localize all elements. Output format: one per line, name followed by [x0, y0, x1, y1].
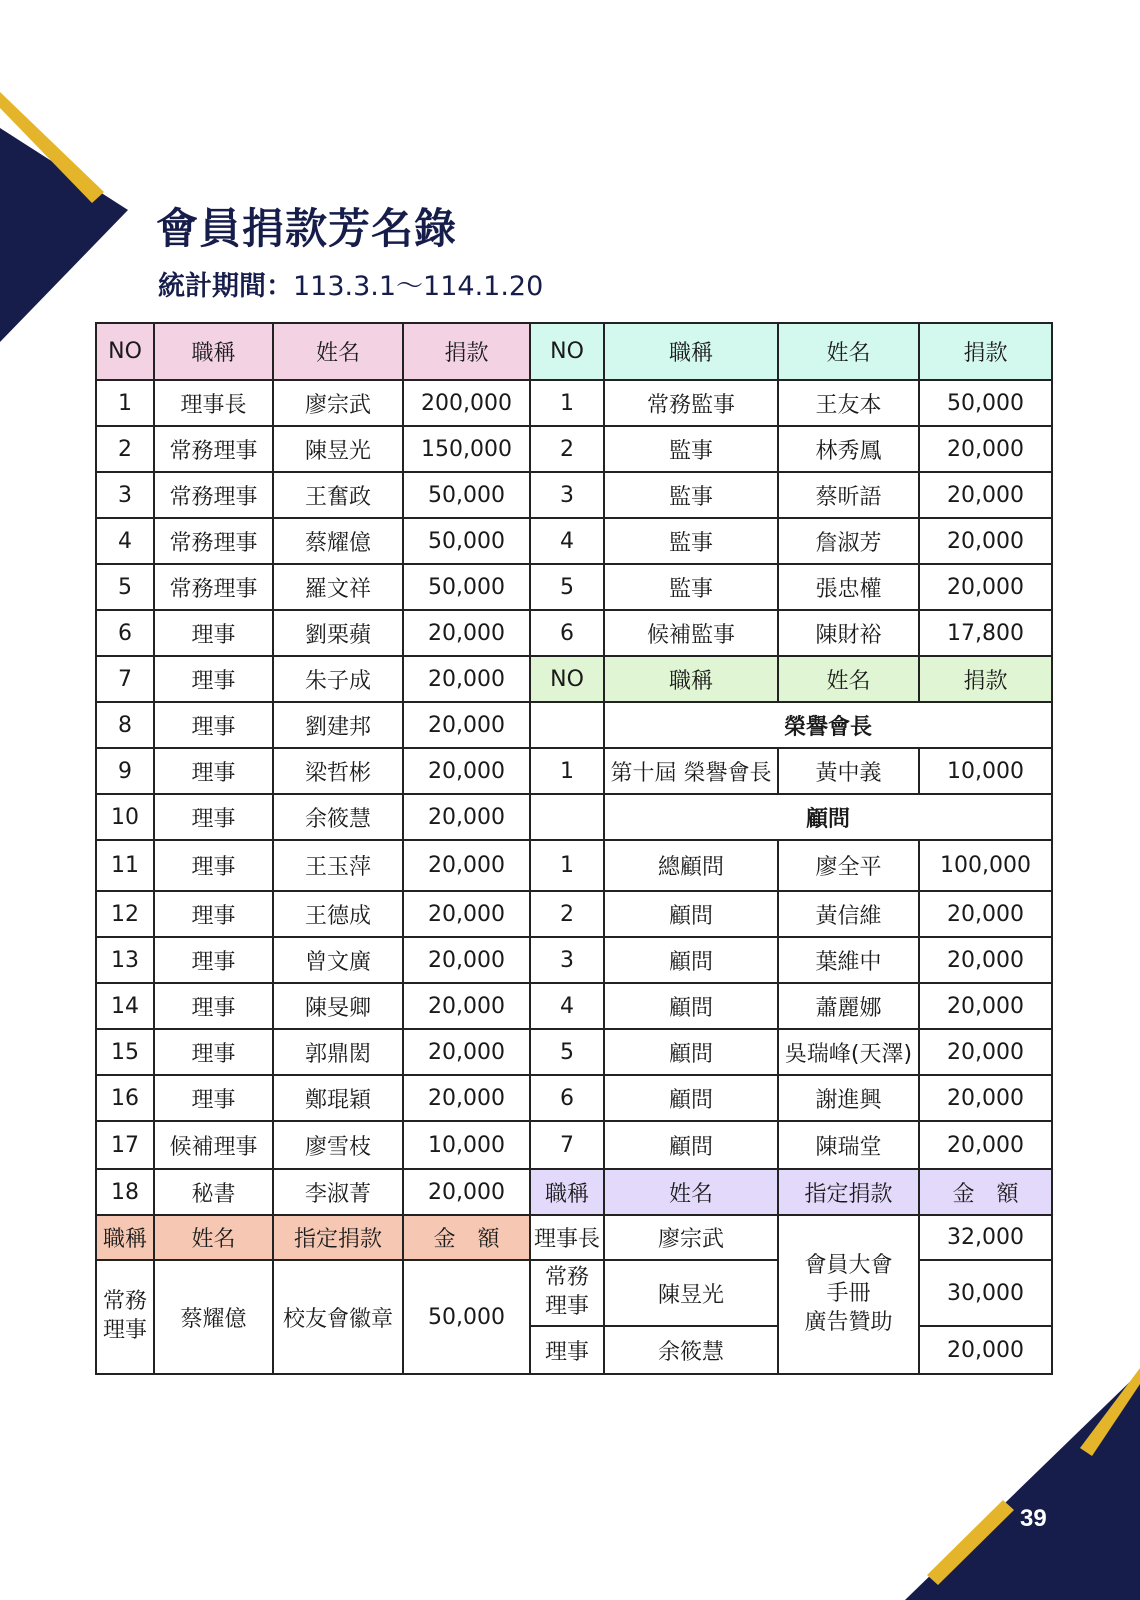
left-header-title: 職稱 [154, 323, 273, 380]
advisor-cell-donation: 20,000 [919, 937, 1052, 983]
advisor-cell-no: 3 [530, 937, 604, 983]
table-row [96, 323, 1052, 380]
supervisor-header-title: 職稱 [604, 323, 778, 380]
honorary-cell-title: 第十屆 榮譽會長 [604, 748, 778, 794]
designated-left-header-name: 指定捐款 [273, 1215, 403, 1260]
cell-line: 常務 [102, 1289, 147, 1315]
supervisor-cell-donation: 20,000 [919, 518, 1052, 564]
advisor-cell-title: 顧問 [604, 1029, 778, 1075]
advisors-section-title: 顧問 [604, 794, 1052, 840]
left-cell-donation: 150,000 [403, 426, 530, 472]
advisor-cell-name: 吳瑞峰(天澤) [778, 1029, 919, 1075]
designated-left-title [96, 1260, 154, 1374]
left-cell-name: 羅文祥 [273, 564, 403, 610]
statistics-period [158, 264, 543, 303]
supervisor-cell-name: 詹淑芳 [778, 518, 919, 564]
period-value: 113.3.1～114.1.20 [293, 271, 544, 302]
designated-right-amount: 32,000 [919, 1215, 1052, 1260]
donation-roster-table [95, 322, 1053, 1375]
left-cell-name: 廖雪枝 [273, 1121, 403, 1169]
supervisor-cell-donation: 50,000 [919, 380, 1052, 426]
left-cell-title: 理事 [154, 794, 273, 840]
honorary-section-title: 榮譽會長 [604, 702, 1052, 748]
left-cell-name: 王德成 [273, 891, 403, 937]
left-cell-donation: 50,000 [403, 564, 530, 610]
advisor-cell-no: 5 [530, 1029, 604, 1075]
supervisor-cell-donation: 20,000 [919, 564, 1052, 610]
table-row [96, 1169, 1052, 1215]
supervisor-cell-name: 陳財裕 [778, 610, 919, 656]
left-cell-donation: 50,000 [403, 518, 530, 564]
left-cell-no: 18 [96, 1169, 154, 1215]
honorary-cell-no: 1 [530, 748, 604, 794]
honorary-header-no: NO [530, 656, 604, 702]
supervisor-header-name: 姓名 [778, 323, 919, 380]
left-cell-no: 3 [96, 472, 154, 518]
designated-right-header-donation: 金 額 [919, 1169, 1052, 1215]
designated-right-title [530, 1260, 604, 1326]
empty-cell [530, 702, 604, 748]
designated-right-name: 陳昱光 [604, 1260, 778, 1326]
left-cell-donation: 20,000 [403, 748, 530, 794]
advisor-cell-name: 蕭麗娜 [778, 983, 919, 1029]
left-cell-name: 郭鼎閎 [273, 1029, 403, 1075]
left-cell-no: 2 [96, 426, 154, 472]
designated-right-header-title: 姓名 [604, 1169, 778, 1215]
page-title: 會員捐款芳名錄 [156, 204, 458, 253]
left-cell-title: 常務理事 [154, 426, 273, 472]
left-header-donation: 捐款 [403, 323, 530, 380]
left-cell-title: 理事 [154, 702, 273, 748]
table-row [96, 891, 1052, 937]
designated-right-title: 理事 [530, 1326, 604, 1374]
left-cell-name: 劉栗蘋 [273, 610, 403, 656]
cell-line: 廣告贊助 [804, 1309, 893, 1335]
period-label: 統計期間： [158, 271, 293, 302]
table-row [96, 1121, 1052, 1169]
left-cell-no: 8 [96, 702, 154, 748]
designated-right-header-name: 指定捐款 [778, 1169, 919, 1215]
designated-left-amount: 50,000 [403, 1260, 530, 1374]
supervisor-cell-no: 2 [530, 426, 604, 472]
designated-right-header-no: 職稱 [530, 1169, 604, 1215]
left-cell-name: 梁哲彬 [273, 748, 403, 794]
supervisor-cell-title: 監事 [604, 472, 778, 518]
left-cell-name: 王奮政 [273, 472, 403, 518]
left-cell-no: 12 [96, 891, 154, 937]
advisor-cell-title: 顧問 [604, 983, 778, 1029]
left-cell-donation: 20,000 [403, 1029, 530, 1075]
advisor-cell-title: 顧問 [604, 891, 778, 937]
advisor-cell-donation: 20,000 [919, 1121, 1052, 1169]
designated-right-amount: 20,000 [919, 1326, 1052, 1374]
supervisor-cell-no: 6 [530, 610, 604, 656]
supervisor-header-donation: 捐款 [919, 323, 1052, 380]
left-cell-title: 候補理事 [154, 1121, 273, 1169]
designated-right-amount: 30,000 [919, 1260, 1052, 1326]
cell-line: 理事 [102, 1318, 147, 1343]
supervisor-cell-title: 候補監事 [604, 610, 778, 656]
left-cell-donation: 20,000 [403, 610, 530, 656]
cell-line: 理事 [544, 1294, 589, 1319]
advisor-cell-donation: 20,000 [919, 983, 1052, 1029]
empty-cell [530, 794, 604, 840]
honorary-header-donation: 捐款 [919, 656, 1052, 702]
left-cell-title: 理事 [154, 1029, 273, 1075]
supervisor-cell-no: 5 [530, 564, 604, 610]
designated-left-header-title: 姓名 [154, 1215, 273, 1260]
left-cell-title: 理事 [154, 610, 273, 656]
left-cell-title: 常務理事 [154, 564, 273, 610]
supervisor-cell-donation: 17,800 [919, 610, 1052, 656]
left-cell-donation: 20,000 [403, 891, 530, 937]
left-header-no: NO [96, 323, 154, 380]
left-cell-no: 10 [96, 794, 154, 840]
left-cell-donation: 20,000 [403, 794, 530, 840]
left-cell-name: 鄭琨穎 [273, 1075, 403, 1121]
supervisor-cell-donation: 20,000 [919, 426, 1052, 472]
table-row [96, 983, 1052, 1029]
table-row [96, 564, 1052, 610]
cell-line: 會員大會 [804, 1252, 893, 1278]
advisor-cell-title: 總顧問 [604, 840, 778, 891]
supervisor-cell-name: 王友本 [778, 380, 919, 426]
left-cell-title: 理事 [154, 983, 273, 1029]
left-cell-name: 陳旻卿 [273, 983, 403, 1029]
honorary-cell-donation: 10,000 [919, 748, 1052, 794]
left-cell-no: 1 [96, 380, 154, 426]
advisor-cell-name: 葉維中 [778, 937, 919, 983]
supervisor-cell-title: 常務監事 [604, 380, 778, 426]
left-cell-donation: 50,000 [403, 472, 530, 518]
table-row [96, 840, 1052, 891]
left-cell-name: 劉建邦 [273, 702, 403, 748]
left-cell-no: 9 [96, 748, 154, 794]
supervisor-cell-no: 1 [530, 380, 604, 426]
advisor-cell-title: 顧問 [604, 1075, 778, 1121]
table-row [96, 656, 1052, 702]
left-cell-title: 理事 [154, 937, 273, 983]
designated-right-title: 理事長 [530, 1215, 604, 1260]
left-cell-donation: 20,000 [403, 840, 530, 891]
left-cell-title: 理事 [154, 748, 273, 794]
table-row [96, 426, 1052, 472]
left-cell-no: 7 [96, 656, 154, 702]
left-cell-title: 理事長 [154, 380, 273, 426]
designated-right-name: 廖宗武 [604, 1215, 778, 1260]
left-cell-title: 常務理事 [154, 518, 273, 564]
designated-left-header-no: 職稱 [96, 1215, 154, 1260]
supervisor-cell-donation: 20,000 [919, 472, 1052, 518]
left-header-name: 姓名 [273, 323, 403, 380]
advisor-cell-donation: 20,000 [919, 1029, 1052, 1075]
left-cell-no: 17 [96, 1121, 154, 1169]
left-cell-donation: 10,000 [403, 1121, 530, 1169]
roster-body [96, 323, 1052, 1374]
left-cell-no: 5 [96, 564, 154, 610]
honorary-cell-name: 黃中義 [778, 748, 919, 794]
table-row [96, 472, 1052, 518]
advisor-cell-no: 6 [530, 1075, 604, 1121]
left-cell-donation: 20,000 [403, 702, 530, 748]
cell-line: 常務 [544, 1265, 589, 1291]
supervisor-cell-title: 監事 [604, 564, 778, 610]
advisor-cell-no: 2 [530, 891, 604, 937]
left-cell-no: 15 [96, 1029, 154, 1075]
left-cell-name: 蔡耀億 [273, 518, 403, 564]
table-row [96, 1029, 1052, 1075]
left-cell-name: 王玉萍 [273, 840, 403, 891]
advisor-cell-donation: 100,000 [919, 840, 1052, 891]
left-cell-title: 理事 [154, 656, 273, 702]
advisor-cell-name: 謝進興 [778, 1075, 919, 1121]
supervisor-cell-name: 林秀鳳 [778, 426, 919, 472]
honorary-header-name: 姓名 [778, 656, 919, 702]
designated-right-name: 余筱慧 [604, 1326, 778, 1374]
table-row [96, 610, 1052, 656]
left-cell-donation: 200,000 [403, 380, 530, 426]
advisor-cell-no: 1 [530, 840, 604, 891]
left-cell-title: 常務理事 [154, 472, 273, 518]
designated-left-purpose: 校友會徽章 [273, 1260, 403, 1374]
table-row [96, 794, 1052, 840]
left-cell-no: 4 [96, 518, 154, 564]
page-number: 39 [1020, 1505, 1047, 1532]
left-cell-title: 秘書 [154, 1169, 273, 1215]
advisor-cell-no: 7 [530, 1121, 604, 1169]
left-cell-no: 11 [96, 840, 154, 891]
advisor-cell-title: 顧問 [604, 1121, 778, 1169]
table-row [96, 937, 1052, 983]
left-cell-name: 陳昱光 [273, 426, 403, 472]
advisor-cell-donation: 20,000 [919, 891, 1052, 937]
left-cell-donation: 20,000 [403, 1169, 530, 1215]
left-cell-name: 余筱慧 [273, 794, 403, 840]
advisor-cell-name: 黃信維 [778, 891, 919, 937]
supervisor-cell-title: 監事 [604, 518, 778, 564]
left-cell-donation: 20,000 [403, 983, 530, 1029]
supervisor-cell-name: 蔡昕語 [778, 472, 919, 518]
left-cell-no: 13 [96, 937, 154, 983]
table-row [96, 1215, 1052, 1260]
supervisor-cell-title: 監事 [604, 426, 778, 472]
table-row [96, 702, 1052, 748]
supervisor-cell-name: 張忠權 [778, 564, 919, 610]
left-cell-name: 曾文廣 [273, 937, 403, 983]
table-row [96, 1075, 1052, 1121]
advisor-cell-title: 顧問 [604, 937, 778, 983]
left-cell-no: 6 [96, 610, 154, 656]
left-cell-name: 朱子成 [273, 656, 403, 702]
left-cell-no: 14 [96, 983, 154, 1029]
supervisor-cell-no: 3 [530, 472, 604, 518]
left-cell-donation: 20,000 [403, 656, 530, 702]
designated-right-purpose [778, 1215, 919, 1374]
designated-left-name: 蔡耀億 [154, 1260, 273, 1374]
advisor-cell-name: 廖全平 [778, 840, 919, 891]
cell-line: 手冊 [826, 1281, 871, 1307]
supervisor-cell-no: 4 [530, 518, 604, 564]
left-cell-no: 16 [96, 1075, 154, 1121]
advisor-cell-name: 陳瑞堂 [778, 1121, 919, 1169]
left-cell-donation: 20,000 [403, 1075, 530, 1121]
advisor-cell-donation: 20,000 [919, 1075, 1052, 1121]
table-row [96, 748, 1052, 794]
left-cell-title: 理事 [154, 840, 273, 891]
table-row [96, 380, 1052, 426]
honorary-header-title: 職稱 [604, 656, 778, 702]
left-cell-name: 廖宗武 [273, 380, 403, 426]
left-cell-name: 李淑菁 [273, 1169, 403, 1215]
left-cell-donation: 20,000 [403, 937, 530, 983]
designated-left-header-donation: 金 額 [403, 1215, 530, 1260]
table-row [96, 518, 1052, 564]
left-cell-title: 理事 [154, 1075, 273, 1121]
advisor-cell-no: 4 [530, 983, 604, 1029]
left-cell-title: 理事 [154, 891, 273, 937]
supervisor-header-no: NO [530, 323, 604, 380]
